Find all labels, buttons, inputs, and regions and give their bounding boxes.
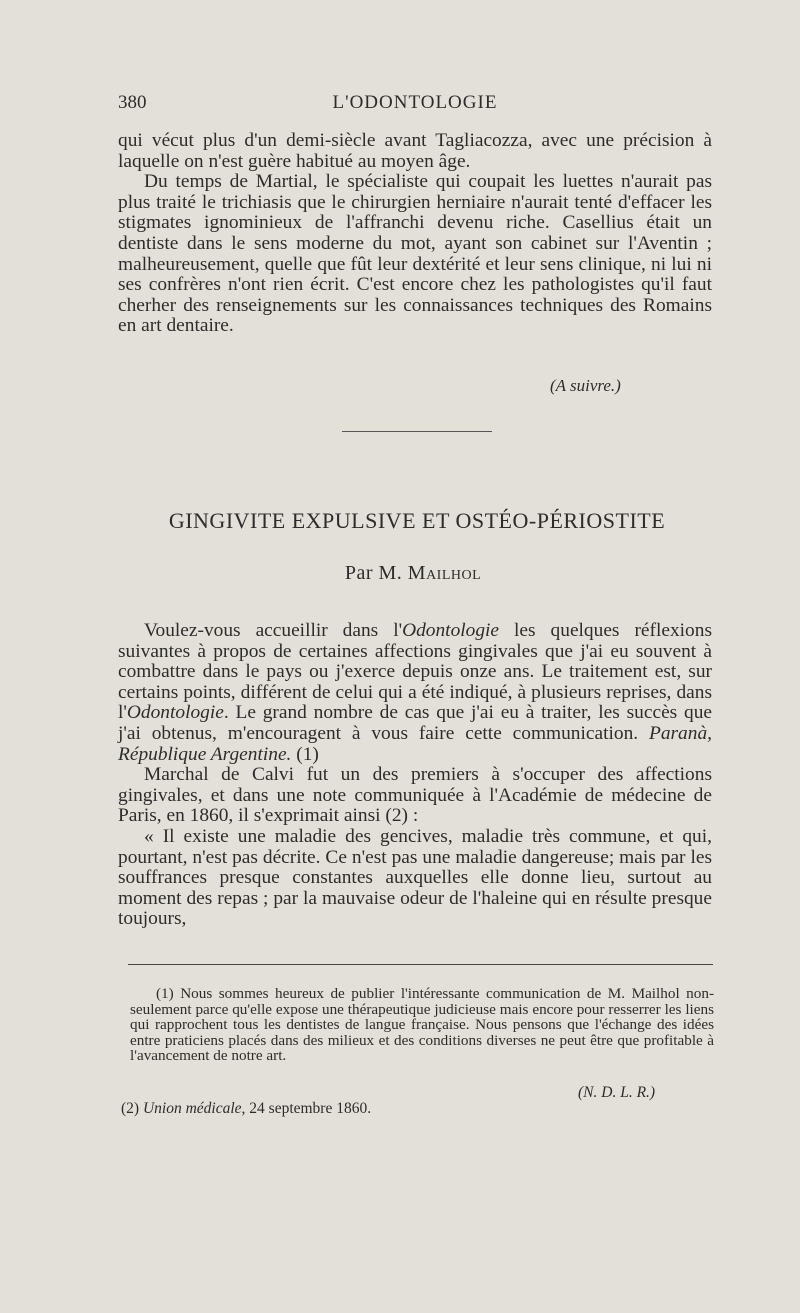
article-paragraph-1 [118,621,712,765]
article-byline [0,562,800,585]
journal-name: Odontologie [402,620,500,641]
section-divider [342,431,492,432]
article-paragraph-3: « Il existe une maladie des gencives, maladie très commune, et qui, pourtant, n'est pas décrite. Ce n'est pas une maladie dangereuse; mais par les souffrances presque constantes auxquelles elle donne lieu, surtout au moment des repas ; par la mauvaise odeur de l'haleine qui en résulte presque toujours, [118,825,712,930]
editor-signature: (N. D. L. R.) [578,1084,656,1101]
place-name: Paranà, République Argentine. [118,722,712,765]
footnote-2-source: Union médicale [142,1100,242,1117]
footnote-1 [130,986,714,1064]
footnote-rule [128,964,713,965]
continuation-text [118,131,712,337]
continuation-paragraph-2: Du temps de Martial, le spécialiste qui coupait les luettes n'aurait pas plus traité le trichiasis que le chirurgien herniaire n'aurait tenté d'effacer les stigmates ignominieux de l'affranchi devenu riche. Casellius était un dentiste dans le sens moderne du mot, ayant son cabinet sur l'Aventin ; malheureusement, quelle que fût leur dextérité et leur sens clinique, ni lui ni ses confrères n'ont rien écrit. C'est encore chez les pathologistes qu'il faut cherher des renseignements sur les connaissances techniques des Romains en art dentaire. [118,171,712,337]
footnote-ref-1: (1) [291,743,319,765]
page-number: 380 [118,92,147,113]
footnote-2-date: , 24 septembre 1860. [241,1100,372,1117]
continuation-paragraph-1: qui vécut plus d'un demi-siècle avant Tagliacozza, avec une précision à laquelle on n'est guère habitué au moyen âge. [118,130,712,172]
footnote-1-text: (1) Nous sommes heureux de publier l'intéressante communication de M. Mailhol non-seulement parce qu'elle expose une thérapeutique judicieuse mais encore pour resserrer les liens qui rapprochent tous les dentistes de langue française. Nous pensons que l'échange des idées entre praticiens placés dans des milieux et des conditions diverses ne peut être que profitable à l'avancement de notre art. [130,985,714,1065]
article-title: GINGIVITE EXPULSIVE ET OSTÉO-PÉRIOSTITE [168,508,666,533]
byline-prefix: Par M. [344,562,403,584]
byline-author: Mailhol [407,562,482,584]
footnote-2-number: (2) [121,1100,143,1117]
p1-text-b: les quelques réflexions suivantes à propos de certaines affections gingivales que j'ai eu souvent à combattre dans le pays ou j'exerce depuis onze ans. Le traitement est, sur certains points, différent de celui qui a été indiqué, à plusieurs reprises, dans l' [118,620,712,724]
article-body [118,621,712,930]
article-paragraph-2: Marchal de Calvi fut un des premiers à s'occuper des affections gingivales, et dans une note communiquée à l'Académie de médecine de Paris, en 1860, il s'exprimait ainsi (2) : [118,764,712,827]
suivre-note: (A suivre.) [550,376,621,395]
journal-name-2: Odontologie [126,702,224,724]
running-title: L'ODONTOLOGIE [332,92,498,113]
p1-text-a: Voulez-vous accueillir dans l' [144,620,403,641]
footnote-2 [121,1100,371,1118]
p1-text-c: . Le grand nombre de cas que j'ai eu à traiter, les succès que j'ai obtenus, m'encouragent à vous faire cette communication. [118,702,712,744]
